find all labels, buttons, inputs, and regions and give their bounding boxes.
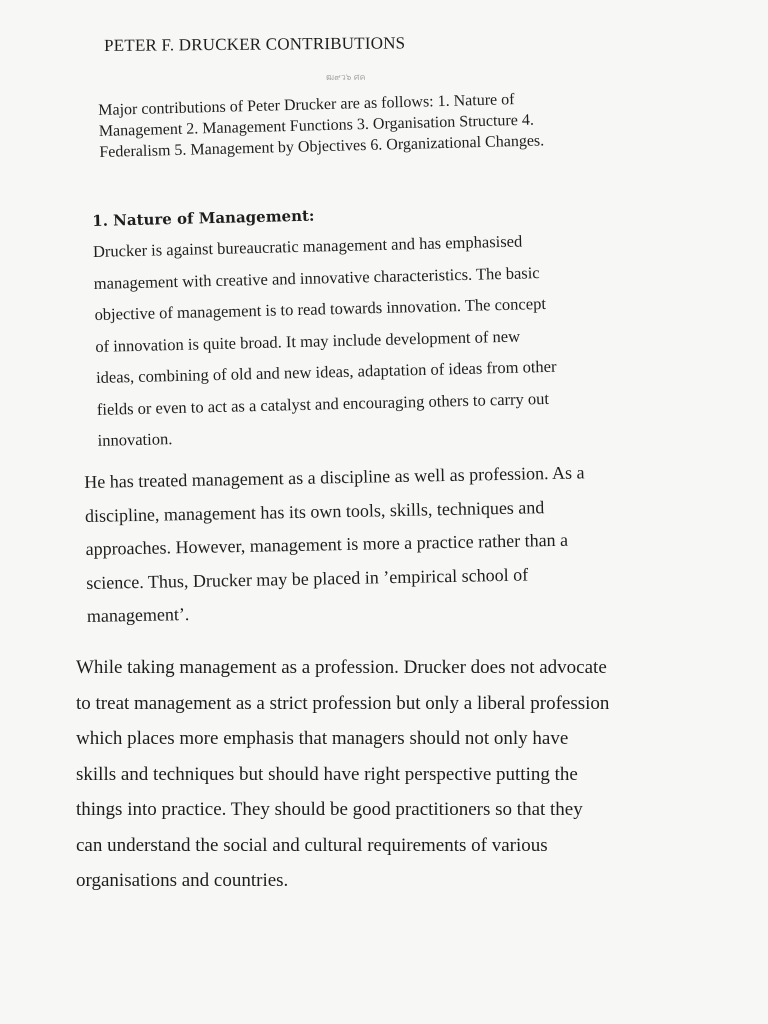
body-line: ideas, combining of old and new ideas, adaptation of ideas from other: [95, 356, 557, 387]
body-line: science. Thus, Drucker may be placed in ’empirical school of: [86, 563, 529, 593]
body-line: skills and techniques but should have right perspective putting the: [76, 763, 578, 785]
body-line: approaches. However, management is more a practice rather than a: [85, 529, 569, 559]
page-title: PETER F. DRUCKER CONTRIBUTIONS: [104, 33, 406, 55]
body-line: He has treated management as a discipline as well as profession. As a: [84, 462, 585, 492]
scan-smudge-text: ฒ๙ว๖ ศค: [326, 72, 366, 82]
body-line: management’.: [86, 604, 190, 626]
intro-line: Federalism 5. Management by Objectives 6. Organizational Changes.: [99, 132, 545, 161]
body-line: fields or even to act as a catalyst and encouraging others to carry out: [96, 388, 550, 419]
body-line: innovation.: [97, 429, 173, 450]
paragraph-profession: [76, 650, 726, 899]
body-line: which places more emphasis that managers should not only have: [76, 728, 569, 749]
body-line: things into practice. They should be good practitioners so that they: [76, 799, 583, 820]
body-line: discipline, management has its own tools, skills, techniques and: [84, 496, 545, 526]
body-line: organisations and countries.: [76, 870, 289, 891]
body-line: objective of management is to read towards innovation. The concept: [94, 293, 547, 324]
section-heading: 1. Nature of Management:: [92, 206, 315, 230]
intro-line: Management 2. Management Functions 3. Organisation Structure 4.: [98, 111, 535, 140]
body-line: can understand the social and cultural requirements of various: [76, 834, 548, 856]
section-body: [93, 221, 708, 456]
section-nature-of-management: [92, 195, 708, 456]
body-line: Drucker is against bureaucratic management and has emphasised: [92, 231, 523, 261]
body-line: While taking management as a profession. Drucker does not advocate: [76, 657, 607, 678]
intro-paragraph: [98, 85, 684, 163]
body-line: to treat management as a strict profession but only a liberal profession: [76, 692, 610, 714]
body-line: management with creative and innovative characteristics. The basic: [93, 262, 540, 293]
paragraph-discipline: [84, 454, 707, 633]
intro-line: Major contributions of Peter Drucker are as follows: 1. Nature of: [98, 91, 515, 119]
body-line: of innovation is quite broad. It may include development of new: [95, 326, 521, 356]
